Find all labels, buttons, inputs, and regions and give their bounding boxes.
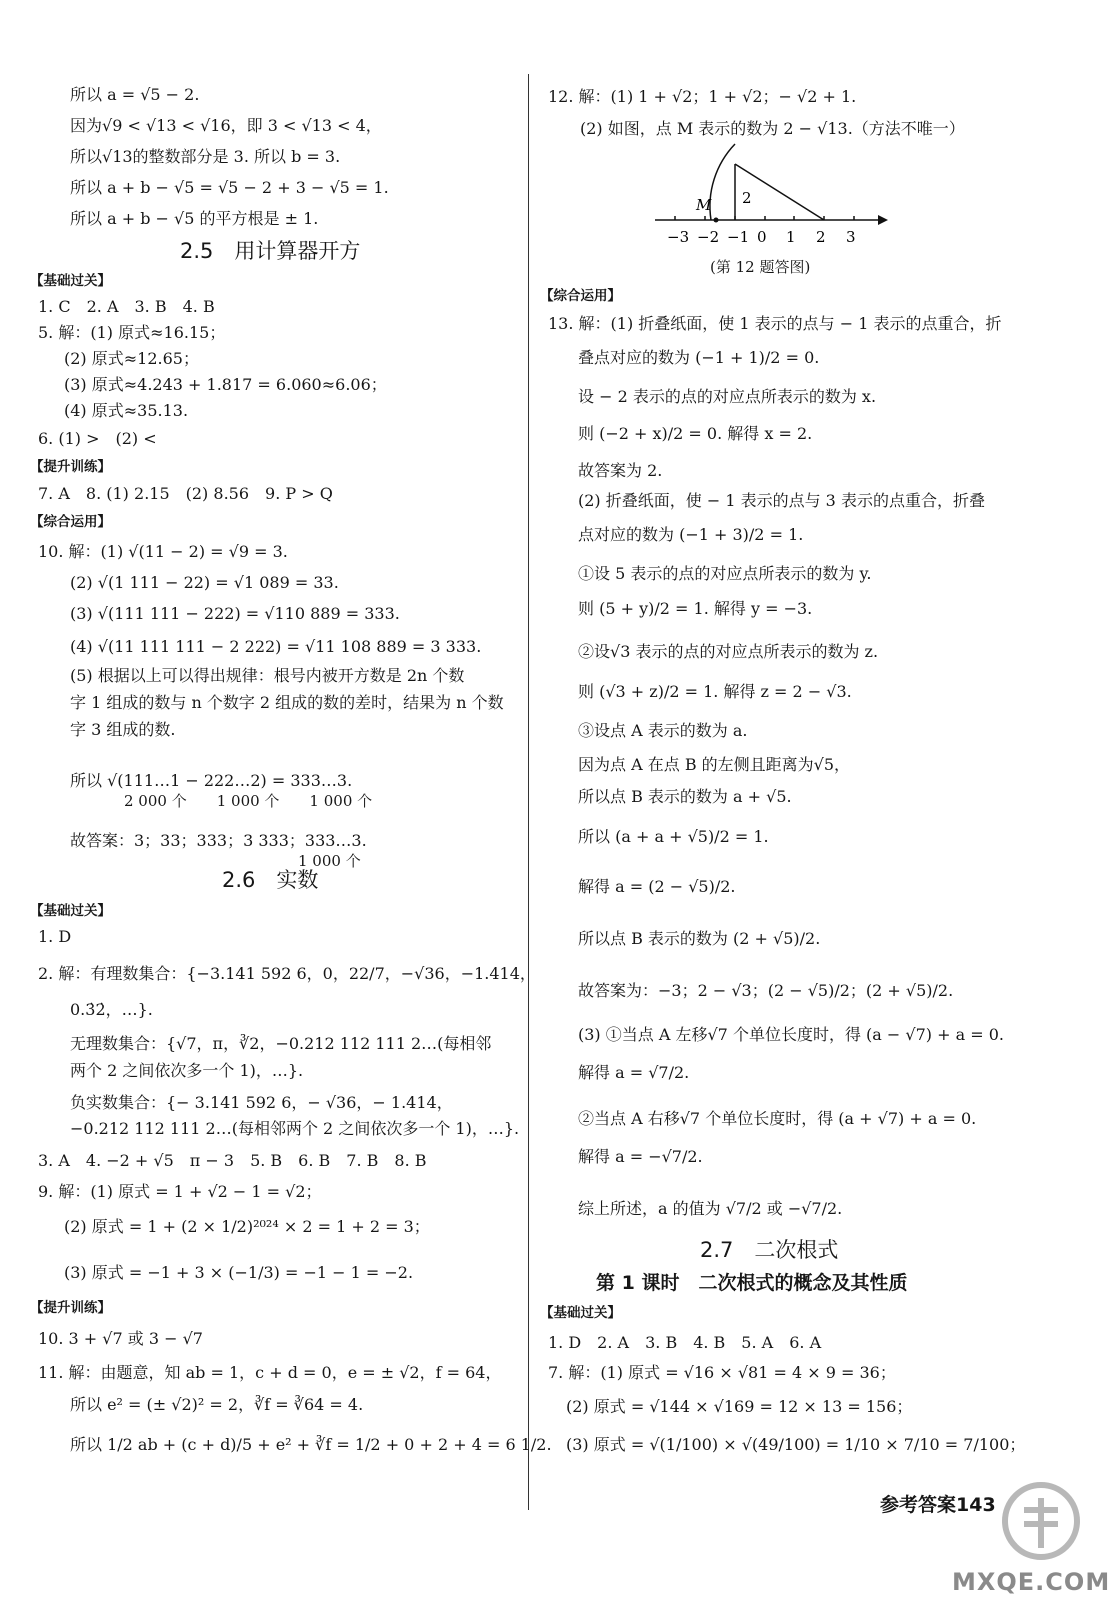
answer-line: 故答案为：−3；2 − √3；(2 − √5)/2；(2 + √5)/2. bbox=[578, 981, 954, 1000]
answer-line: −0.212 112 111 2…(每相邻两个 2 之间依次多一个 1)，…}. bbox=[70, 1119, 520, 1138]
answer-line: 所以 a = √5 − 2. bbox=[70, 85, 200, 104]
answer-line: 则 (√3 + z)/2 = 1. 解得 z = 2 − √3. bbox=[578, 682, 852, 701]
section-title: 第 1 课时 二次根式的概念及其性质 bbox=[596, 1272, 908, 1294]
answer-line: 因为点 A 在点 B 的左侧且距离为√5， bbox=[578, 755, 851, 774]
answer-line: (2) 原式 = √144 × √169 = 12 × 13 = 156； bbox=[566, 1397, 913, 1416]
section-heading: 【综合运用】 bbox=[30, 514, 111, 530]
answer-line: ②当点 A 右移√7 个单位长度时，得 (a + √7) + a = 0. bbox=[578, 1109, 977, 1128]
answer-line: 综上所述，a 的值为 √7/2 或 −√7/2. bbox=[578, 1199, 843, 1218]
answer-line: 字 1 组成的数与 n 个数字 2 组成的数的差时，结果为 n 个数 bbox=[70, 693, 504, 712]
column-divider bbox=[528, 74, 529, 1510]
page-number: 143 bbox=[956, 1494, 996, 1516]
answer-line: (2) 折叠纸面，使 − 1 表示的点与 3 表示的点重合，折叠 bbox=[578, 491, 985, 510]
number-line-figure bbox=[650, 140, 900, 250]
answer-line: 7. 解：(1) 原式 = √16 × √81 = 4 × 9 = 36； bbox=[548, 1363, 896, 1382]
answer-line: 字 3 组成的数. bbox=[70, 720, 176, 739]
answer-line: 解得 a = (2 − √5)/2. bbox=[578, 877, 736, 896]
point-m-label: M bbox=[696, 196, 712, 214]
height-label: 2 bbox=[742, 189, 752, 207]
axis-tick-label: 2 bbox=[816, 228, 826, 246]
answer-line: 所以 a + b − √5 = √5 − 2 + 3 − √5 = 1. bbox=[70, 178, 389, 197]
answer-line: (3) ①当点 A 左移√7 个单位长度时，得 (a − √7) + a = 0. bbox=[578, 1025, 1004, 1044]
answer-line: 解得 a = √7/2. bbox=[578, 1063, 690, 1082]
answer-line: 1. D bbox=[38, 927, 72, 946]
answer-line: 两个 2 之间依次多一个 1)，…}. bbox=[70, 1061, 304, 1080]
answer-line: (5) 根据以上可以得出规律：根号内被开方数是 2n 个数 bbox=[70, 666, 465, 685]
answer-line: 所以 (a + a + √5)/2 = 1. bbox=[578, 827, 769, 846]
answer-line: (2) 原式≈12.65； bbox=[64, 349, 199, 368]
answer-line: 1 000 个 bbox=[298, 852, 361, 870]
section-heading: 【基础过关】 bbox=[540, 1305, 621, 1321]
answer-line: 1. C 2. A 3. B 4. B bbox=[38, 297, 215, 316]
answer-line: 5. 解：(1) 原式≈16.15； bbox=[38, 323, 226, 342]
answer-line: 1. D 2. A 3. B 4. B 5. A 6. A bbox=[548, 1333, 822, 1352]
answer-line: ③设点 A 表示的数为 a. bbox=[578, 721, 748, 740]
answer-line: 2 000 个 1 000 个 1 000 个 bbox=[124, 792, 373, 810]
answer-line: 所以 1/2 ab + (c + d)/5 + e² + ∛f = 1/2 + 0 + 2 + 4 = 6 1/2. bbox=[70, 1435, 552, 1454]
axis-tick-label: −3 bbox=[667, 228, 690, 246]
answer-line: 10. 3 + √7 或 3 − √7 bbox=[38, 1329, 203, 1348]
answer-line: 所以点 B 表示的数为 a + √5. bbox=[578, 787, 792, 806]
answer-line: (3) 原式 = −1 + 3 × (−1/3) = −1 − 1 = −2. bbox=[64, 1263, 414, 1282]
answer-line: 9. 解：(1) 原式 = 1 + √2 − 1 = √2； bbox=[38, 1182, 322, 1201]
answer-line: 因为√9 < √13 < √16，即 3 < √13 < 4， bbox=[70, 116, 382, 135]
answer-line: 解得 a = −√7/2. bbox=[578, 1147, 703, 1166]
axis-tick-label: 0 bbox=[757, 228, 767, 246]
answer-line: (2) 原式 = 1 + (2 × 1/2)²⁰²⁴ × 2 = 1 + 2 = 3； bbox=[64, 1217, 430, 1236]
section-title: 2.7 二次根式 bbox=[700, 1238, 839, 1262]
section-heading: 【基础过关】 bbox=[30, 273, 111, 289]
answer-line: 10. 解：(1) √(11 − 2) = √9 = 3. bbox=[38, 542, 288, 561]
axis-arrow-icon bbox=[878, 215, 888, 225]
answer-line: 所以点 B 表示的数为 (2 + √5)/2. bbox=[578, 929, 821, 948]
axis-tick-label: 3 bbox=[846, 228, 856, 246]
answer-line: 故答案为 2. bbox=[578, 461, 663, 480]
answer-line: 负实数集合：{− 3.141 592 6，− √36，− 1.414， bbox=[70, 1093, 453, 1112]
answer-line: (3) 原式≈4.243 + 1.817 = 6.060≈6.06； bbox=[64, 375, 387, 394]
watermark-logo-icon bbox=[996, 1476, 1086, 1580]
answer-line: 所以 e² = (± √2)² = 2，∛f = ∛64 = 4. bbox=[70, 1395, 364, 1414]
answer-line: 0.3̇2̇，…}. bbox=[70, 1000, 153, 1019]
answer-line: ②设√3 表示的点的对应点所表示的数为 z. bbox=[578, 642, 879, 661]
axis-tick-label: −2 bbox=[697, 228, 720, 246]
answer-line: 故答案：3；33；333；3 333；333…3. bbox=[70, 831, 367, 850]
answer-line: (2) √(1 111 − 22) = √1 089 = 33. bbox=[70, 573, 339, 592]
answer-line: 则 (−2 + x)/2 = 0. 解得 x = 2. bbox=[578, 424, 813, 443]
answer-line: 2. 解：有理数集合：{−3.141 592 6，0，22/7，−√36，−1.414， bbox=[38, 964, 536, 983]
section-heading: 【提升训练】 bbox=[30, 459, 111, 475]
answer-line: 6. (1) > (2) < bbox=[38, 429, 157, 448]
answer-line: 12. 解：(1) 1 + √2；1 + √2；− √2 + 1. bbox=[548, 87, 857, 106]
answer-line: 7. A 8. (1) 2.15 (2) 8.56 9. P > Q bbox=[38, 484, 333, 503]
answer-line: 设 − 2 表示的点的对应点所表示的数为 x. bbox=[578, 387, 877, 406]
answer-line: 点对应的数为 (−1 + 3)/2 = 1. bbox=[578, 525, 804, 544]
answer-line: 叠点对应的数为 (−1 + 1)/2 = 0. bbox=[578, 348, 820, 367]
answer-line: (4) √(11 111 111 − 2 222) = √11 108 889 = 3 333. bbox=[70, 637, 482, 656]
answer-line: 所以√13的整数部分是 3. 所以 b = 3. bbox=[70, 147, 341, 166]
section-title: 2.5 用计算器开方 bbox=[180, 239, 361, 263]
answer-line: (3) √(111 111 − 222) = √110 889 = 333. bbox=[70, 604, 400, 623]
answer-line: 则 (5 + y)/2 = 1. 解得 y = −3. bbox=[578, 599, 813, 618]
section-title: 2.6 实数 bbox=[222, 868, 319, 892]
section-heading: 【提升训练】 bbox=[30, 1300, 111, 1316]
axis-tick-label: −1 bbox=[727, 228, 750, 246]
section-heading: 【基础过关】 bbox=[30, 903, 111, 919]
answer-line: 3. A 4. −2 + √5 π − 3 5. B 6. B 7. B 8. B bbox=[38, 1151, 427, 1170]
answer-line: 13. 解：(1) 折叠纸面，使 1 表示的点与 − 1 表示的点重合，折 bbox=[548, 314, 1002, 333]
point-m-dot bbox=[714, 218, 719, 223]
answer-line: 所以 √(111…1 − 222…2) = 333…3. bbox=[70, 771, 353, 790]
page-footer bbox=[880, 1490, 996, 1517]
answer-line: 11. 解：由题意，知 ab = 1，c + d = 0，e = ± √2，f = 64， bbox=[38, 1363, 502, 1382]
answer-line: ①设 5 表示的点的对应点所表示的数为 y. bbox=[578, 564, 872, 583]
axis-tick-label: 1 bbox=[786, 228, 796, 246]
compass-arc bbox=[710, 144, 735, 220]
answer-line: (3) 原式 = √(1/100) × √(49/100) = 1/10 × 7/10 = 7/100； bbox=[566, 1435, 1026, 1454]
answer-line: (2) 如图，点 M 表示的数为 2 − √13.（方法不唯一） bbox=[580, 119, 965, 138]
answer-line: (4) 原式≈35.13. bbox=[64, 401, 189, 420]
answer-line: 所以 a + b − √5 的平方根是 ± 1. bbox=[70, 209, 319, 228]
section-heading: 【综合运用】 bbox=[540, 288, 621, 304]
answer-line: 无理数集合：{√7，π，∛2，−0.212 112 111 2…(每相邻 bbox=[70, 1034, 492, 1053]
watermark-text: MXQE.COM bbox=[952, 1568, 1110, 1596]
answer-line: (第 12 题答图) bbox=[710, 258, 811, 276]
footer-label: 参考答案 bbox=[880, 1494, 957, 1516]
